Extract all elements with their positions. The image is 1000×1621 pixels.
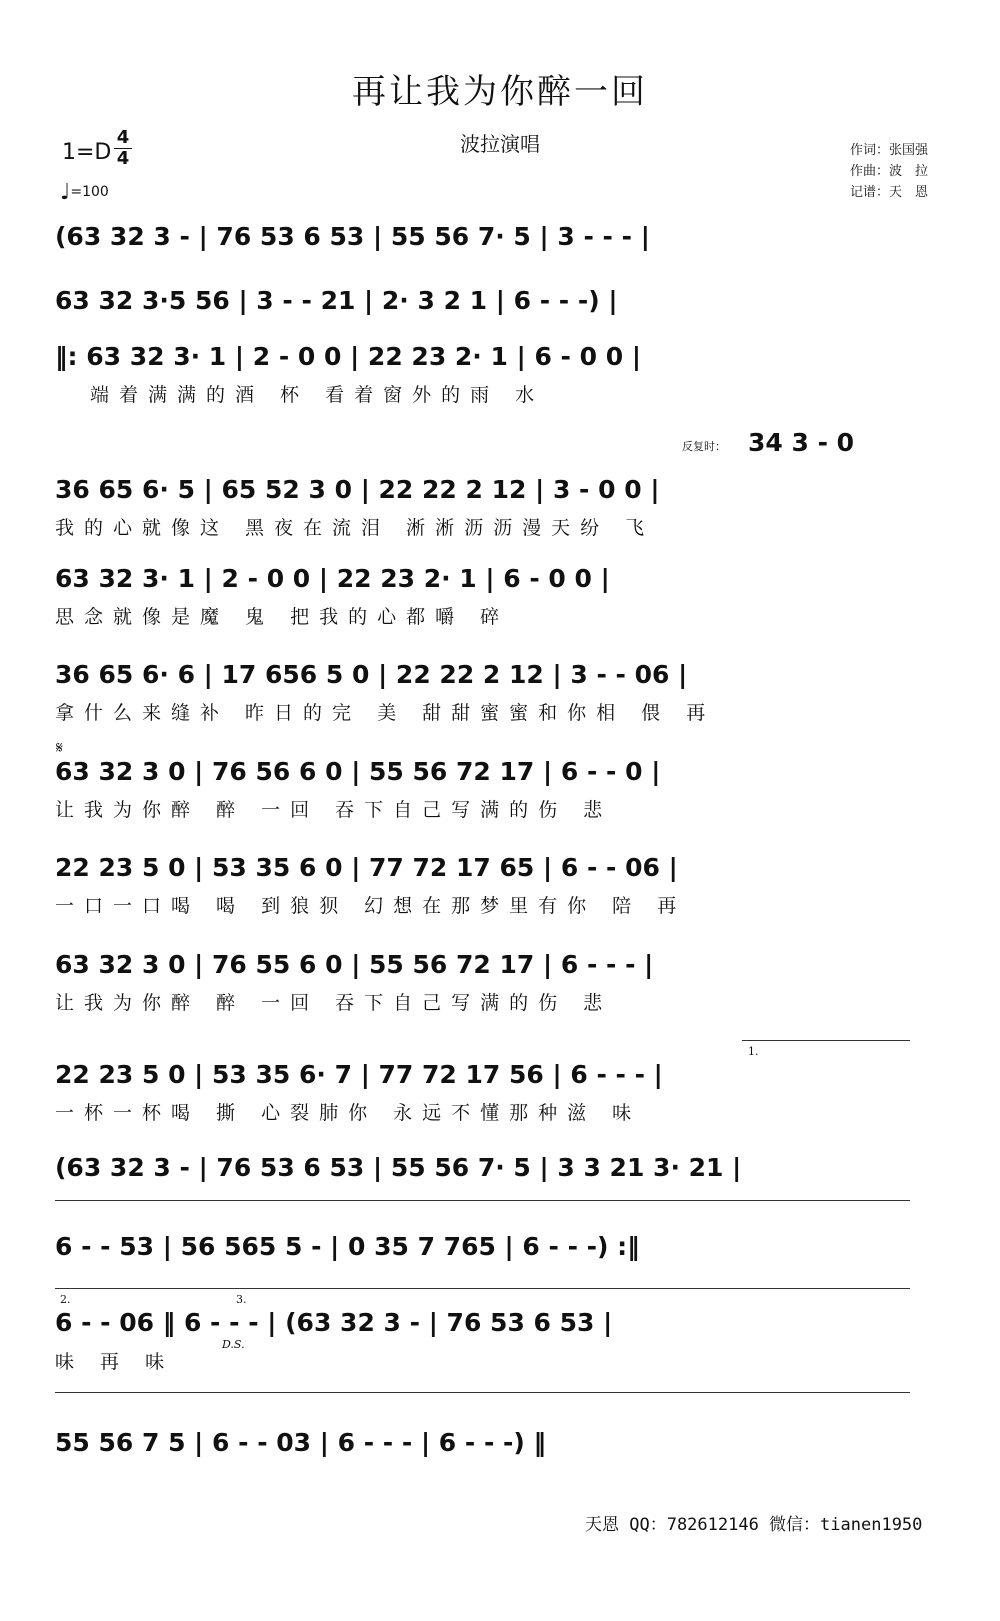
score-line-7: 63 32 3 0 | 76 56 6 0 | 55 56 72 17 | 6 - - 0 | xyxy=(55,757,661,786)
section-divider-2 xyxy=(55,1392,910,1393)
score-line-2: 63 32 3·5 56 | 3 - - 21 | 2· 3 2 1 | 6 - - -) | xyxy=(55,286,618,315)
time-numerator: 4 xyxy=(116,127,130,148)
lyrics-line-13: 味 再 味 xyxy=(55,1351,175,1373)
volta-1-bracket xyxy=(742,1040,910,1041)
lyrics-line-8: 一口一口喝 喝 到狼狈 幻想在那梦里有你 陪 再 xyxy=(55,895,687,917)
score-line-8: 22 23 5 0 | 53 35 6 0 | 77 72 17 65 | 6 - - 06 | xyxy=(55,853,678,882)
volta-2: 2. xyxy=(60,1293,71,1306)
score-line-6: 36 65 6· 6 | 17 656 5 0 | 22 22 2 12 | 3 - - 06 | xyxy=(55,660,688,689)
segno-icon: 𝄋 xyxy=(56,738,63,757)
ds-marker: D.S. xyxy=(222,1338,245,1351)
lyrics-line-5: 思念就像是魔 鬼 把我的心都嚼 碎 xyxy=(55,606,510,628)
section-divider xyxy=(55,1200,910,1201)
score-line-5: 63 32 3· 1 | 2 - 0 0 | 22 23 2· 1 | 6 - 0 0 | xyxy=(55,564,610,593)
score-line-4: 36 65 6· 5 | 65 52 3 0 | 22 22 2 12 | 3 - 0 0 | xyxy=(55,475,660,504)
song-title: 再让我为你醉一回 xyxy=(352,72,648,112)
lyrics-line-4: 我的心就像这 黑夜在流泪 淅淅沥沥漫天纷 飞 xyxy=(55,517,655,539)
score-line-1: (63 32 3 - | 76 53 6 53 | 55 56 7· 5 | 3 - - - | xyxy=(55,222,650,251)
lyrics-line-10: 一杯一杯喝 撕 心裂肺你 永远不懂那种滋 味 xyxy=(55,1102,642,1124)
composer: 作曲：波 拉 xyxy=(850,164,929,179)
score-line-9: 63 32 3 0 | 76 55 6 0 | 55 56 72 17 | 6 - - - | xyxy=(55,950,654,979)
time-signature xyxy=(114,128,132,169)
score-line-11: (63 32 3 - | 76 53 6 53 | 55 56 7· 5 | 3 3 21 3· 21 | xyxy=(55,1153,742,1182)
lyricist: 作词：张国强 xyxy=(850,143,929,158)
time-denominator: 4 xyxy=(114,148,132,169)
repeat-note: 反复时： xyxy=(682,440,726,453)
credits xyxy=(850,140,928,203)
volta-1: 1. xyxy=(748,1045,759,1058)
volta-3: 3. xyxy=(236,1293,247,1306)
score-line-3: ‖: 63 32 3· 1 | 2 - 0 0 | 22 23 2· 1 | 6 - 0 0 | xyxy=(55,342,641,371)
score-line-14: 55 56 7 5 | 6 - - 03 | 6 - - - | 6 - - -) ‖ xyxy=(55,1428,547,1457)
score-line-12: 6 - - 53 | 56 565 5 - | 0 35 7 765 | 6 - - -) :‖ xyxy=(55,1232,640,1261)
volta-bracket-line xyxy=(55,1288,910,1289)
contact-footer: 天恩 QQ：782612146 微信：tianen1950 xyxy=(585,1515,923,1535)
key-signature: 1=D xyxy=(62,140,112,165)
performer: 波拉演唱 xyxy=(460,132,540,156)
lyrics-line-3: 端着满满的酒 杯 看着窗外的雨 水 xyxy=(90,384,545,406)
tempo xyxy=(60,180,109,205)
quarter-note-icon: ♩ xyxy=(60,180,71,205)
repeat-alternate: 34 3 - 0 xyxy=(748,428,855,457)
lyrics-line-7: 让我为你醉 醉 一回 吞下自己写满的伤 悲 xyxy=(55,799,613,821)
score-line-10: 22 23 5 0 | 53 35 6· 7 | 77 72 17 56 | 6 - - - | xyxy=(55,1060,663,1089)
lyrics-line-6: 拿什么来缝补 昨日的完 美 甜甜蜜蜜和你相 偎 再 xyxy=(55,702,716,724)
score-line-13: 6 - - 06 ‖ 6 - - - | (63 32 3 - | 76 53 6 53 | xyxy=(55,1308,613,1337)
transcriber: 记谱：天 恩 xyxy=(850,185,929,200)
lyrics-line-9: 让我为你醉 醉 一回 吞下自己写满的伤 悲 xyxy=(55,992,613,1014)
tempo-value: =100 xyxy=(70,184,109,200)
